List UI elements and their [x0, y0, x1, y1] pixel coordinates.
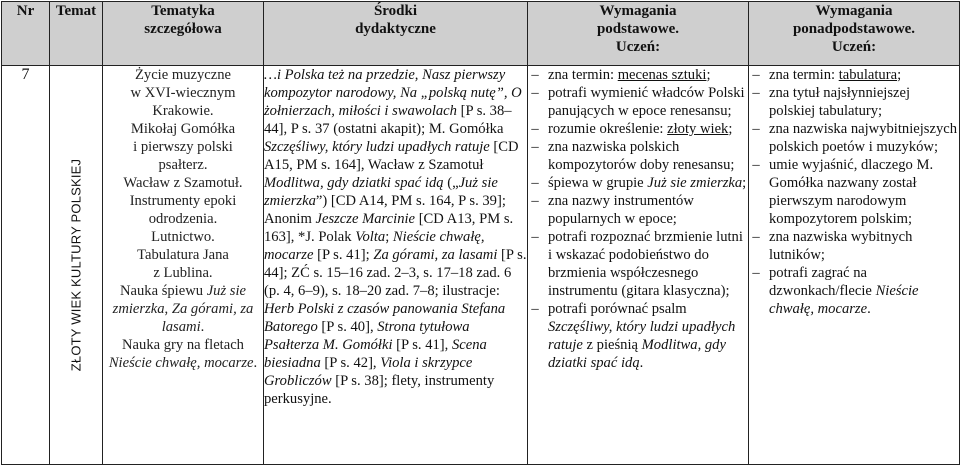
aid-title: Viola i skrzypce Grobliczów: [264, 355, 473, 389]
requirement-text: potrafi wymienić władców Polski panujących w epoce renesansu;: [548, 85, 745, 119]
detailed-topics: [103, 66, 263, 372]
header-tematyka: [103, 2, 264, 66]
requirement-item: [528, 228, 748, 300]
song-title: lasami: [161, 319, 201, 335]
topic-line: Wacław z Szamotuł.: [123, 175, 243, 191]
header-srodki: [264, 2, 528, 66]
aid-title: Nieście chwałę, mocarze: [264, 229, 485, 263]
topic-text: .: [200, 319, 205, 335]
topic-singing: [103, 282, 263, 336]
requirement-song: Nieście chwałę, mocarze: [769, 283, 919, 317]
aid-text: [P s. 41],: [392, 337, 452, 353]
song-title: Za górami, za: [171, 301, 254, 317]
aid-title: …i Polska też na przedzie, Nasz pierwszy kompozytor narodowy, Na „polską nutę”, O żołnierzach, miłości i swawolach: [264, 67, 522, 119]
aid-title: Scena biesiadna: [264, 337, 487, 371]
requirement-text: .: [639, 355, 644, 371]
header-podst-line: Wymagania: [599, 3, 677, 19]
requirement-text: zna nazwiska wybitnych lutników;: [769, 229, 913, 263]
header-ponad-line: ponadpodstawowe.: [792, 21, 916, 37]
header-srodki-line: dydaktyczne: [355, 21, 436, 37]
requirement-text: potrafi rozpoznać brzmienie lutni i wskazać podobieństwo do brzmienia współczesnego instrumentu (gitara klasyczna);: [548, 229, 743, 299]
requirement-item: [749, 156, 959, 228]
topic-line: Mikołaj Gomółka: [130, 121, 236, 137]
requirement-text: .: [867, 301, 871, 317]
header-nr: [2, 2, 50, 66]
advanced-requirements: [749, 66, 959, 318]
aid-text: [P s. 42],: [320, 355, 381, 371]
basic-requirements-cell: [528, 66, 749, 465]
header-nr-label: Nr: [16, 3, 35, 19]
requirement-text: zna nazwy instrumentów popularnych w epoce;: [548, 193, 694, 227]
requirement-text: potrafi zagrać na dzwonkach/flecie: [769, 265, 876, 299]
aid-text: [P s. 38]; flety, instrumenty perkusyjne.: [264, 373, 495, 407]
requirement-item: [528, 300, 748, 372]
aid-title: Strona tytułowa Psałterza M. Gomółki: [264, 319, 470, 353]
topic-line: w XVI-wiecznym: [130, 85, 236, 101]
aid-text: („: [443, 175, 459, 191]
lesson-number-cell: [2, 66, 50, 465]
requirement-text: ;: [897, 67, 902, 83]
aid-title: Modlitwa, gdy dziatki spać idą: [264, 175, 444, 191]
detailed-topics-cell: [103, 66, 264, 465]
aid-text: [P s. 40],: [317, 319, 378, 335]
lesson-row: [2, 66, 960, 465]
header-podst-line: podstawowe.: [596, 21, 680, 37]
basic-requirements: [528, 66, 748, 372]
requirement-text: z pieśnią: [582, 337, 642, 353]
topic-line: odrodzenia.: [148, 211, 218, 227]
topic-text: ,: [164, 301, 172, 317]
requirement-item: [528, 84, 748, 120]
requirement-song: Modlitwa, gdy dziatki spać idą: [548, 337, 726, 371]
requirement-item: [528, 192, 748, 228]
header-wymagania-ponadpodstawowe: [749, 2, 960, 66]
header-srodki-line: Środki: [373, 3, 418, 19]
requirement-text: zna tytuł najsłynniejszej polskiej tabulatury;: [769, 85, 911, 119]
song-title: Już sie: [206, 283, 247, 299]
lesson-number: 7: [21, 66, 30, 83]
requirement-text: potrafi porównać psalm: [548, 301, 687, 317]
song-title: Nieście chwałę, mocarze: [108, 355, 254, 371]
requirement-text: ;: [728, 121, 733, 137]
requirement-text: śpiewa w grupie: [548, 175, 648, 191]
header-temat-label: Temat: [55, 3, 97, 19]
aid-text: ”) [CD A14, PM s. 164, P s. 39]; Anonim: [264, 193, 506, 227]
requirement-song: Już sie zmierzka: [647, 175, 743, 191]
requirement-item: [749, 66, 959, 84]
teaching-aids: [264, 66, 527, 408]
curriculum-table: [1, 1, 960, 465]
requirement-term: tabulatura: [838, 67, 898, 83]
lesson-topic-cell: [50, 66, 103, 465]
requirement-text: zna nazwiska najwybitniejszych polskich poetów i muzyków;: [769, 121, 958, 155]
requirement-item: [749, 264, 959, 318]
requirement-item: [749, 228, 959, 264]
lesson-topic: ZŁOTY WIEK KULTURY POLSKIEJ: [68, 158, 84, 372]
aid-text: [CD A13, PM s. 163], *J. Polak: [264, 211, 514, 245]
requirement-text: zna termin:: [548, 67, 618, 83]
advanced-requirements-cell: [749, 66, 960, 465]
requirement-term: mecenas sztuki: [617, 67, 707, 83]
header-ponad-line: Wymagania: [815, 3, 893, 19]
header-podst-line: Uczeń:: [615, 39, 661, 55]
topic-line: Tabulatura Jana: [137, 247, 229, 263]
aid-title: Herb Polski z czasów panowania Stefana Batorego: [264, 301, 506, 335]
requirement-text: zna termin:: [769, 67, 839, 83]
topic-line: Instrumenty epoki: [129, 193, 237, 209]
aid-title: Już sie zmierzka: [264, 175, 498, 209]
requirement-item: [749, 120, 959, 156]
requirement-item: [528, 174, 748, 192]
topic-line: i pierwszy polski: [133, 139, 233, 155]
teaching-aids-cell: [264, 66, 528, 465]
aid-title: Za górami, za lasami: [373, 247, 498, 263]
aid-text: [P s. 44]; ZĆ s. 15–16 zad. 2–3, s. 17–18 zad. 6 (p. 4, 6–9), s. 18–20 zad. 7–8; ilustracje:: [264, 247, 527, 299]
aid-text: ;: [385, 229, 393, 245]
topic-text: Nauka gry na fletach: [122, 337, 244, 353]
requirement-text: umie wyjaśnić, dlaczego M. Gomółka nazwany został pierwszym narodowym kompozytorem polskim;: [769, 157, 934, 227]
aid-text: [P s. 41];: [313, 247, 374, 263]
requirement-text: zna nazwiska polskich kompozytorów doby renesansu;: [548, 139, 735, 173]
requirement-text: rozumie określenie:: [548, 121, 668, 137]
header-ponad-line: Uczeń:: [831, 39, 877, 55]
requirement-term: złoty wiek: [667, 121, 729, 137]
aid-title: Jeszcze Marcinie: [315, 211, 416, 227]
requirement-item: [528, 120, 748, 138]
header-row: [2, 2, 960, 66]
topic-text: .: [253, 355, 258, 371]
header-tematyka-line: Tematyka: [151, 3, 215, 19]
header-tematyka-line: szczegółowa: [144, 21, 222, 37]
topic-line: Życie muzyczne: [134, 67, 232, 83]
aid-text: [CD A15, PM s. 164], Wacław z Szamotuł: [264, 139, 519, 173]
header-wymagania-podstawowe: [528, 2, 749, 66]
topic-text: Nauka śpiewu: [119, 283, 207, 299]
requirement-song: Szczęśliwy, który ludzi upadłych ratuje: [548, 319, 736, 353]
requirement-text: ;: [706, 67, 711, 83]
topic-line: z Lublina.: [153, 265, 213, 281]
topic-line: psałterz.: [158, 157, 208, 173]
aid-title: Szczęśliwy, który ludzi upadłych ratuje: [264, 139, 490, 155]
requirement-text: ;: [742, 175, 747, 191]
requirement-item: [749, 84, 959, 120]
topic-flute: [103, 336, 263, 372]
requirement-item: [528, 66, 748, 84]
song-title: zmierzka: [112, 301, 165, 317]
aid-title: Volta: [355, 229, 386, 245]
topic-line: Krakowie.: [152, 103, 214, 119]
header-temat: [50, 2, 103, 66]
topic-line: Lutnictwo.: [151, 229, 215, 245]
requirement-item: [528, 138, 748, 174]
aid-text: [P s. 38–44], P s. 37 (ostatni akapit); M. Gomółka: [264, 103, 512, 137]
